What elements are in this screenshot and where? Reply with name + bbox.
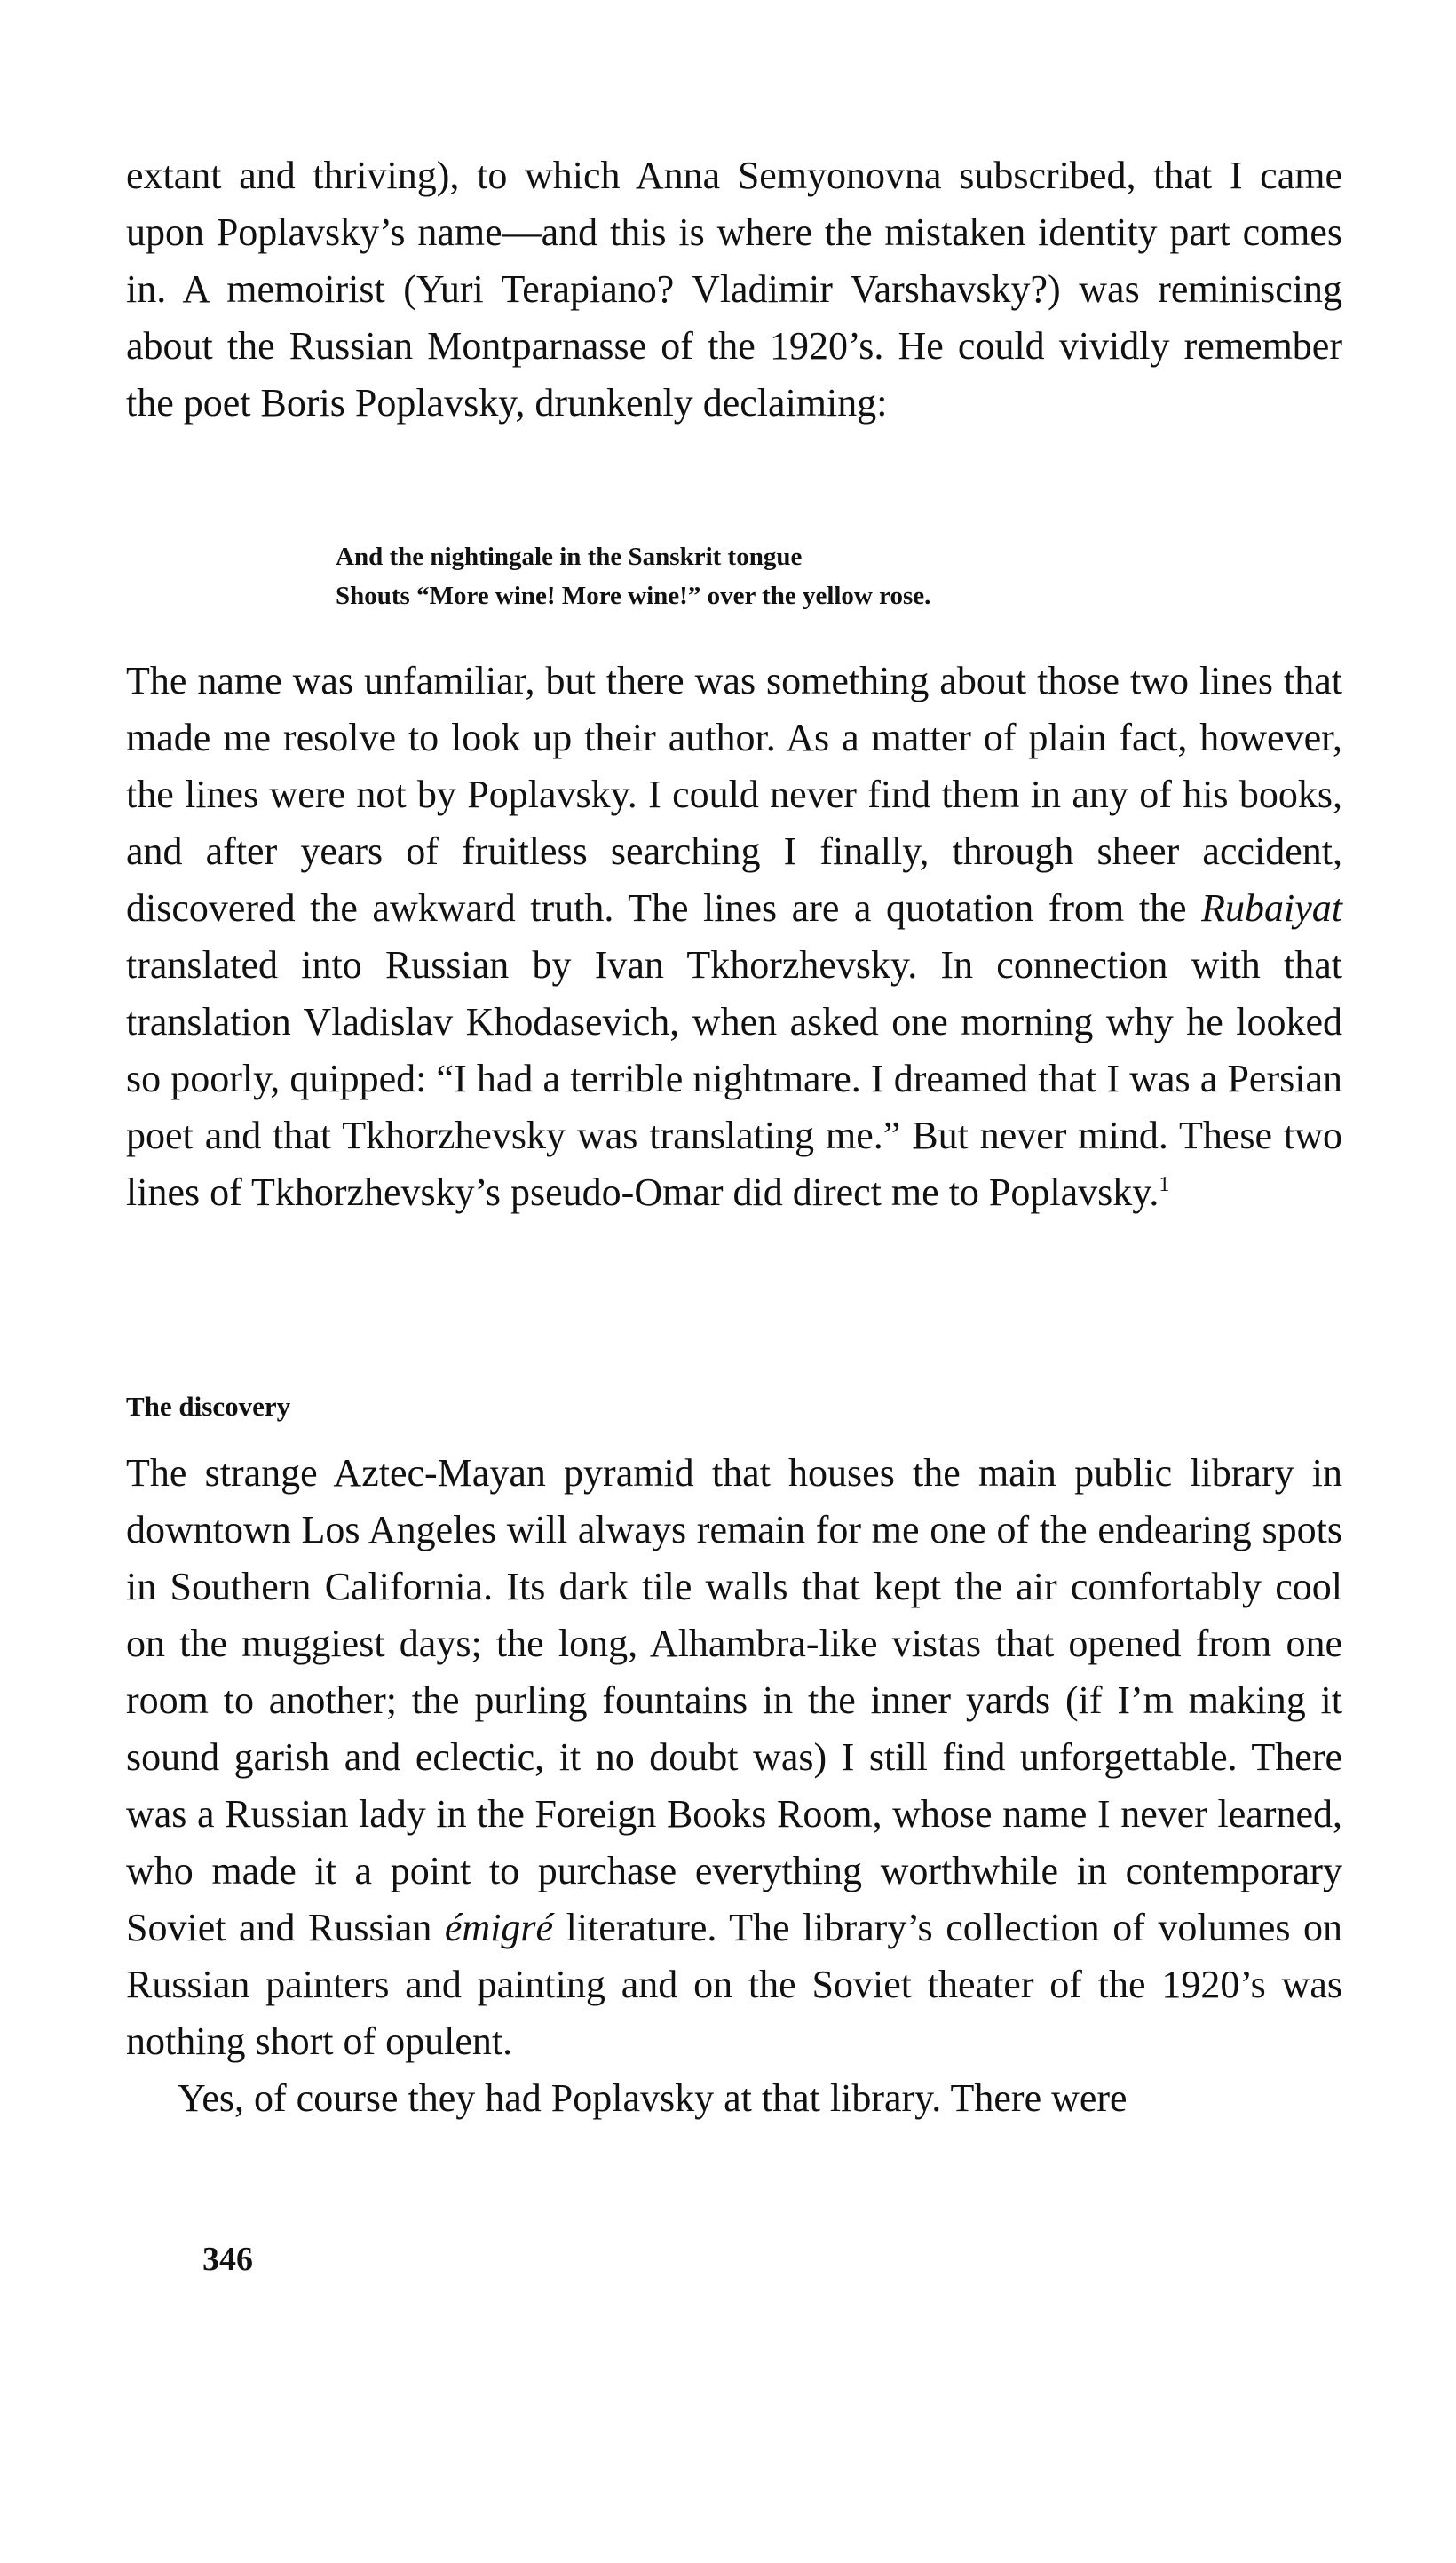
poem-line-2: Shouts “More wine! More wine!” over the yellow rose.	[336, 582, 931, 610]
text-run: The strange Aztec-Mayan pyramid that houses the main public library in downtown Los Angeles will always remain for me one of the endearing spots in Southern California. Its dark tile walls that kept the air comfortably cool on the muggiest days; the long, Alhambra-like vistas that opened from one room to another; the purling fountains in the inner yards (if I’m making it sound garish and eclectic, it no doubt was) I still find unforgettable. There was a Russian lady in the Foreign Books Room, whose name I never learned, who made it a point to purchase everything worthwhile in contemporary Soviet and Russian	[126, 1451, 1342, 1949]
section-heading: The discovery	[126, 1391, 291, 1422]
text-run: literature. The library’s collection of volumes on Russian painters and painting and on the Soviet theater of the 1920’s was nothing short of opulent.	[126, 1906, 1342, 2063]
paragraph-memoir: extant and thriving), to which Anna Semyonovna subscribed, that I came upon Poplavsky’s name—and this is where the mistaken identity part comes in. A memoirist (Yuri Terapiano? Vladimir Varshavsky?) was reminiscing about the Russian Montparnasse of the 1920’s. He could vividly remember the poet Boris Poplavsky, drunkenly declaiming:	[126, 154, 1342, 425]
body-text	[126, 147, 1342, 432]
body-text	[126, 1445, 1342, 2127]
footnote-marker: 1	[1159, 1173, 1170, 1196]
italic-title: Rubaiyat	[1201, 886, 1342, 930]
paragraph-library	[126, 1445, 1342, 2070]
page-number: 346	[202, 2241, 253, 2278]
text-run: translated into Russian by Ivan Tkhorzhevsky. In connection with that translation Vladislav Khodasevich, when asked one morning why he looked so poorly, quipped: “I had a terrible nightmare. I dreamed that I was a Persian poet and that Tkhorzhevsky was translating me.” But never mind. These two lines of Tkhorzhevsky’s pseudo-Omar did direct me to Poplavsky.	[126, 943, 1342, 1214]
paragraph-lines-origin	[126, 653, 1342, 1221]
text-run: The name was unfamiliar, but there was something about those two lines that made me resolve to look up their author. As a matter of plain fact, however, the lines were not by Poplavsky. I could never find them in any of his books, and after years of fruitless searching I finally, through sheer accident, discovered the awkward truth. The lines are a quotation from the	[126, 659, 1342, 930]
italic-word: émigré	[444, 1906, 554, 1949]
poem-quote	[336, 537, 930, 615]
paragraph-continuation: Yes, of course they had Poplavsky at that library. There were	[178, 2076, 1128, 2120]
poem-line-1: And the nightingale in the Sanskrit tongue	[336, 543, 803, 571]
body-text	[126, 653, 1342, 1221]
